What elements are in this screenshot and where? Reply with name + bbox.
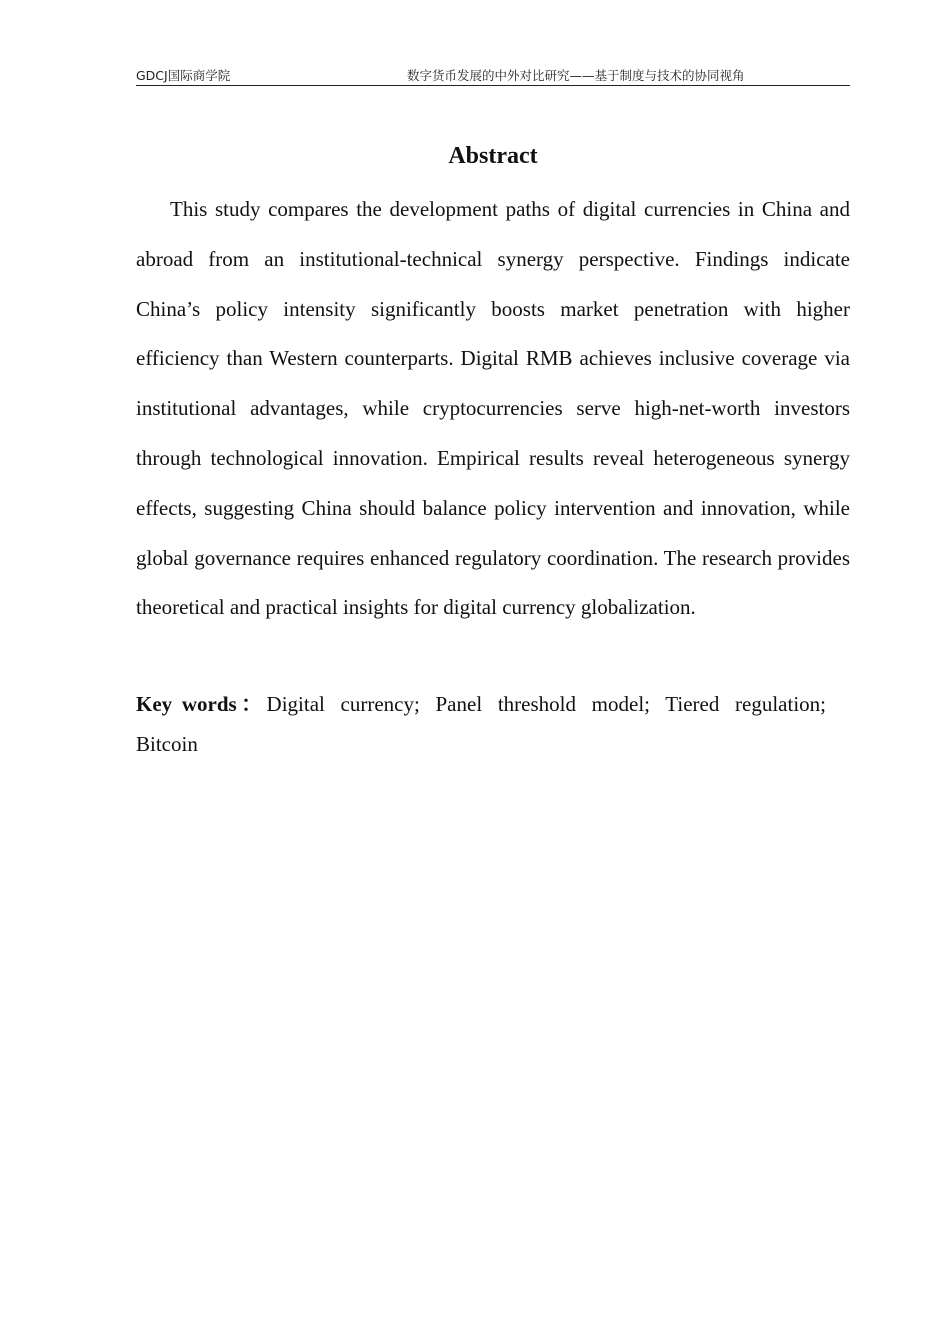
keywords-label: Key words： (136, 692, 267, 716)
abstract-paragraph: This study compares the development paths of digital currencies in China and abroad from an institutional-technical synergy perspective. Findings indicate China’s policy intensity significantly boosts market penetration with higher efficiency than Western counterparts. Digital RMB achieves inclusive coverage via institutional advantages, while cryptocurrencies serve high-net-worth investors through technological innovation. Empirical results reveal heterogeneous synergy effects, suggesting China should balance policy intervention and innovation, while global governance requires enhanced regulatory coordination. The research provides theoretical and practical insights for digital currency globalization. (136, 197, 850, 620)
keywords-text: Digital currency; Panel threshold model; Tiered regulation; Bitcoin (136, 692, 826, 756)
keywords-line (136, 684, 826, 764)
header-institution: GDCJ国际商学院 (136, 68, 231, 83)
abstract-heading: Abstract (448, 143, 538, 169)
page-header (136, 66, 850, 86)
header-paper-title: 数字货币发展的中外对比研究——基于制度与技术的协同视角 (407, 68, 745, 83)
